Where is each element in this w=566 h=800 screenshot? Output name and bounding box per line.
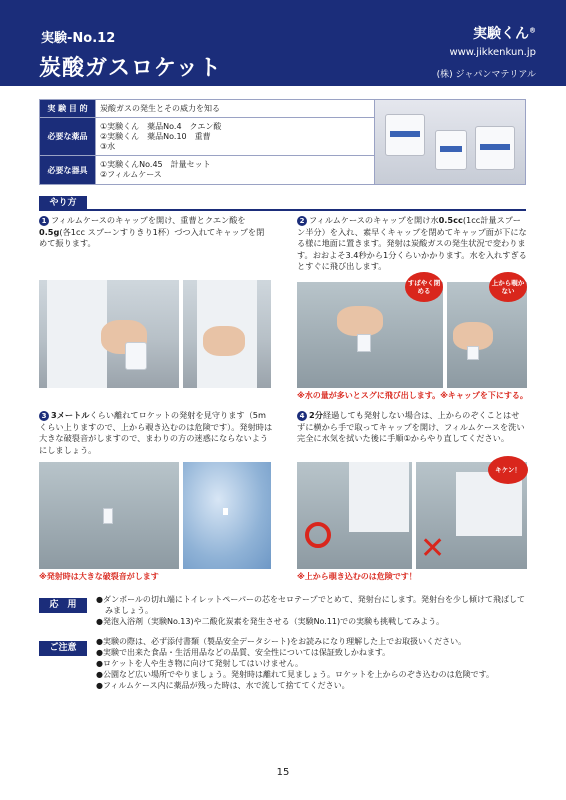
page-title: 炭酸ガスロケット (39, 56, 222, 81)
tool-item: ①実験くんNo.45 計量セット (100, 160, 211, 170)
bottle-left (385, 114, 425, 156)
step-amount: 0.5g (39, 226, 60, 237)
experiment-number: 実験-No.12 (41, 31, 116, 46)
caution-item: ●実験で出来た食品・生活用品などの品質、安全性については保証致しかねます。 (96, 648, 391, 657)
caution-list (96, 636, 526, 691)
bottle-label (390, 131, 420, 137)
caution-item: ●公園など広い場所でやりましょう。発射時は離れて見ましょう。ロケットを上からのぞき込むのは危険です。 (96, 670, 494, 679)
bottle-label (440, 146, 462, 152)
bottle-label (480, 144, 510, 150)
step-time: 2分 (309, 410, 323, 420)
quick-close-callout: すばやく閉める (405, 272, 443, 302)
correct-circle-mark (305, 522, 331, 548)
step-1-photo-spoon (39, 280, 179, 388)
wrong-x-mark: ✕ (420, 531, 446, 566)
chemical-bottles-image (375, 100, 525, 184)
chemicals-label: 必要な薬品 (40, 118, 96, 156)
film-case-image (103, 508, 113, 524)
step-number: 1 (39, 216, 49, 226)
step-amount: 0.5cc (438, 215, 463, 225)
purpose-label: 実 験 目 的 (40, 100, 96, 118)
film-case-image (467, 346, 479, 360)
chemicals-photo (375, 100, 526, 185)
registered-mark: ® (529, 26, 536, 35)
procedure-heading: やり方 (39, 196, 87, 211)
step-text: (1cc計量スプーン半分）を入れ、素早くキャップを閉めてキャップ面が下になる様に地面に置きます。発射は炭酸ガスの発生状況で変わります。おおよそ3.4秒から1分くらいかかります。水を入れすぎるとすぐに飛び出します。 (297, 215, 527, 271)
step-text: 経過しても発射しない場合は、上からのぞくことはせずに横から手で取ってキャップを開け、フィルムケースを洗い完全に水気を拭いた後に手順①からやり直してください。 (297, 410, 525, 443)
brand-text: 実験くん (473, 26, 529, 42)
film-case-image (357, 334, 371, 352)
step-2-caption: ※水の量が多いとスグに飛び出します。※キャップを下にする。 (297, 391, 528, 400)
bottle-right (475, 126, 515, 170)
lab-coat-image (47, 280, 107, 388)
tools-label: 必要な器具 (40, 156, 96, 185)
caution-item: ●実験の際は、必ず添付書類（製品安全データシート)をお読みになり理解した上でお取扱いください。 (96, 637, 467, 646)
step-text: フィルムケースのキャップを開け、重曹とクエン酸を (51, 215, 246, 225)
step-4-photo-correct (297, 462, 412, 569)
hands-image (203, 326, 245, 356)
step-2-text (297, 215, 527, 273)
step-text: くらい離れてロケットの発射を見守ります（5mくらい上りますので、上から覗き込むのは危険です）。発射時は大きな破裂音がしますので、まわりの方の迷惑にならないようにしましょう。 (39, 410, 273, 455)
step-number: 4 (297, 411, 307, 421)
page-header (0, 0, 566, 86)
step-text: (各1cc スプーンすりきり1杯）づつ入れてキャップを閉めて振ります。 (39, 226, 265, 248)
step-number: 3 (39, 411, 49, 421)
procedure-heading-bar (39, 196, 526, 211)
film-case-image (125, 342, 147, 370)
tools-list (96, 156, 375, 185)
step-1-text (39, 215, 271, 250)
step-4-text (297, 410, 527, 445)
step-3-photo-sky (183, 462, 271, 569)
rocket-in-sky-image (223, 508, 228, 515)
bottle-middle (435, 130, 467, 170)
chemical-item: ①実験くん 薬品No.4 クエン酸 (100, 121, 222, 131)
step-1-photo-shake (183, 280, 271, 388)
step-3-caption: ※発射時は大きな破裂音がします (39, 572, 159, 581)
danger-callout: キケン！ (488, 456, 528, 484)
no-peeking-callout: 上から覗かない (489, 272, 527, 302)
page-number: 15 (276, 767, 290, 778)
application-list (96, 594, 526, 627)
caution-label: ご注意 (39, 641, 87, 656)
chemical-item: ②実験くん 薬品No.10 重曹 (100, 131, 211, 141)
step-number: 2 (297, 216, 307, 226)
application-label: 応 用 (39, 598, 87, 613)
chemical-item: ③水 (100, 141, 116, 151)
company-name: (株) ジャパンマテリアル (436, 70, 536, 80)
lab-coat-image (349, 462, 409, 532)
brand-name (473, 23, 536, 43)
step-distance: 3メートル (51, 410, 90, 420)
application-item: ●発泡入浴剤（実験No.13)や二酸化炭素を発生させる（実験No.11)での実験も挑戦してみよう。 (96, 617, 445, 626)
caution-item: ●ロケットを人や生き物に向けて発射してはいけません。 (96, 659, 304, 668)
step-3-photo-launch (39, 462, 179, 569)
purpose-value: 炭酸ガスの発生とその威力を知る (96, 100, 375, 118)
purpose-row (40, 100, 526, 118)
chemicals-list (96, 118, 375, 156)
tool-item: ②フィルムケース (100, 170, 162, 180)
step-3-text (39, 410, 273, 456)
application-item: ●ダンボールの切れ端にトイレットペーパーの芯をセロテープでとめて、発射台にします。発射台を少し傾けて飛ばしてみましょう。 (96, 595, 526, 615)
hand-image (337, 306, 383, 336)
site-url[interactable]: www.jikkenkun.jp (449, 47, 536, 58)
step-text: フィルムケースのキャップを開け水 (309, 215, 439, 225)
info-table (39, 99, 526, 185)
step-4-caption: ※上から覗き込むのは危険です！ (297, 572, 417, 581)
caution-item: ●フィルムケース内に薬品が残った時は、水で流して捨ててください。 (96, 681, 350, 690)
